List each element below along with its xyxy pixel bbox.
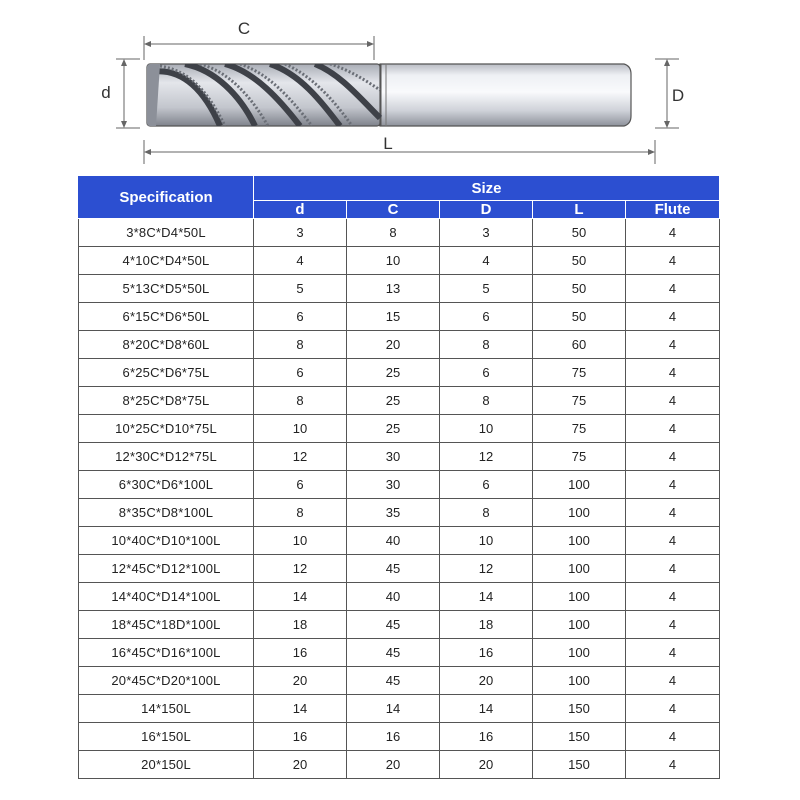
cell-spec: 4*10C*D4*50L — [79, 247, 254, 275]
cell-spec: 12*30C*D12*75L — [79, 443, 254, 471]
cell-l: 75 — [533, 415, 626, 443]
table-row — [79, 303, 720, 331]
cell-flute: 4 — [626, 471, 720, 499]
table-row — [79, 583, 720, 611]
cell-c: 16 — [347, 723, 440, 751]
table-row — [79, 555, 720, 583]
cell-large-d: 8 — [440, 387, 533, 415]
cell-c: 25 — [347, 359, 440, 387]
cell-c: 14 — [347, 695, 440, 723]
table-row — [79, 443, 720, 471]
table-row — [79, 359, 720, 387]
cell-d: 20 — [254, 751, 347, 779]
cell-c: 45 — [347, 555, 440, 583]
cell-large-d: 12 — [440, 555, 533, 583]
table-row — [79, 219, 720, 247]
cell-c: 45 — [347, 639, 440, 667]
table-row — [79, 247, 720, 275]
cell-spec: 3*8C*D4*50L — [79, 219, 254, 247]
cell-large-d: 6 — [440, 471, 533, 499]
cell-l: 100 — [533, 611, 626, 639]
cell-spec: 16*45C*D16*100L — [79, 639, 254, 667]
cell-flute: 4 — [626, 275, 720, 303]
cell-flute: 4 — [626, 639, 720, 667]
cell-c: 20 — [347, 331, 440, 359]
table-row — [79, 471, 720, 499]
header-col-c: C — [347, 201, 440, 219]
cell-l: 150 — [533, 695, 626, 723]
cell-flute: 4 — [626, 695, 720, 723]
cell-spec: 6*30C*D6*100L — [79, 471, 254, 499]
table-row — [79, 667, 720, 695]
cell-d: 6 — [254, 471, 347, 499]
cell-large-d: 10 — [440, 415, 533, 443]
cell-spec: 5*13C*D5*50L — [79, 275, 254, 303]
cell-flute: 4 — [626, 331, 720, 359]
cell-d: 18 — [254, 611, 347, 639]
cell-l: 100 — [533, 639, 626, 667]
cell-c: 30 — [347, 471, 440, 499]
cell-d: 6 — [254, 359, 347, 387]
cell-l: 50 — [533, 303, 626, 331]
cell-l: 150 — [533, 723, 626, 751]
table-row — [79, 611, 720, 639]
header-specification: Specification — [79, 176, 254, 219]
table-row — [79, 275, 720, 303]
cell-c: 8 — [347, 219, 440, 247]
cell-spec: 10*25C*D10*75L — [79, 415, 254, 443]
cell-large-d: 12 — [440, 443, 533, 471]
dimension-label-c: C — [237, 19, 251, 38]
header-col-large-d: D — [440, 201, 533, 219]
cell-large-d: 3 — [440, 219, 533, 247]
cell-large-d: 4 — [440, 247, 533, 275]
cell-d: 10 — [254, 415, 347, 443]
cell-large-d: 16 — [440, 639, 533, 667]
cell-spec: 14*40C*D14*100L — [79, 583, 254, 611]
cell-l: 150 — [533, 751, 626, 779]
cell-flute: 4 — [626, 499, 720, 527]
cell-d: 5 — [254, 275, 347, 303]
table-row — [79, 527, 720, 555]
cell-large-d: 8 — [440, 499, 533, 527]
table-row — [79, 695, 720, 723]
cell-flute: 4 — [626, 555, 720, 583]
cell-large-d: 14 — [440, 583, 533, 611]
cell-spec: 18*45C*18D*100L — [79, 611, 254, 639]
cell-flute: 4 — [626, 219, 720, 247]
table-row — [79, 387, 720, 415]
table-row — [79, 639, 720, 667]
cell-c: 30 — [347, 443, 440, 471]
header-col-flute: Flute — [626, 201, 720, 219]
dimension-l — [144, 140, 655, 164]
cell-flute: 4 — [626, 751, 720, 779]
cell-d: 12 — [254, 555, 347, 583]
cell-spec: 12*45C*D12*100L — [79, 555, 254, 583]
table-row — [79, 415, 720, 443]
cell-d: 12 — [254, 443, 347, 471]
dimension-label-l: L — [383, 134, 393, 153]
cell-l: 60 — [533, 331, 626, 359]
cell-spec: 20*45C*D20*100L — [79, 667, 254, 695]
cell-spec: 14*150L — [79, 695, 254, 723]
end-mill-diagram — [0, 0, 800, 170]
cell-c: 25 — [347, 387, 440, 415]
cell-d: 16 — [254, 639, 347, 667]
specification-table — [78, 175, 720, 779]
cell-l: 100 — [533, 499, 626, 527]
cell-spec: 20*150L — [79, 751, 254, 779]
cell-c: 25 — [347, 415, 440, 443]
cell-c: 20 — [347, 751, 440, 779]
dimension-small-d — [116, 59, 140, 128]
cell-l: 100 — [533, 471, 626, 499]
cell-c: 45 — [347, 667, 440, 695]
cell-l: 75 — [533, 359, 626, 387]
cell-l: 50 — [533, 219, 626, 247]
table-body — [79, 219, 720, 779]
cell-flute: 4 — [626, 303, 720, 331]
cell-flute: 4 — [626, 415, 720, 443]
end-mill-tool — [147, 64, 631, 126]
cell-spec: 8*25C*D8*75L — [79, 387, 254, 415]
cell-large-d: 16 — [440, 723, 533, 751]
cell-flute: 4 — [626, 247, 720, 275]
cell-d: 14 — [254, 695, 347, 723]
cell-d: 14 — [254, 583, 347, 611]
table-row — [79, 331, 720, 359]
cell-l: 100 — [533, 555, 626, 583]
cell-spec: 10*40C*D10*100L — [79, 527, 254, 555]
cell-flute: 4 — [626, 527, 720, 555]
cell-flute: 4 — [626, 387, 720, 415]
cell-d: 8 — [254, 331, 347, 359]
cell-d: 8 — [254, 387, 347, 415]
cell-d: 6 — [254, 303, 347, 331]
header-col-d: d — [254, 201, 347, 219]
cell-spec: 16*150L — [79, 723, 254, 751]
cell-flute: 4 — [626, 723, 720, 751]
cell-l: 100 — [533, 583, 626, 611]
cell-large-d: 10 — [440, 527, 533, 555]
cell-l: 75 — [533, 387, 626, 415]
cell-flute: 4 — [626, 359, 720, 387]
cell-c: 10 — [347, 247, 440, 275]
cell-d: 3 — [254, 219, 347, 247]
cell-d: 16 — [254, 723, 347, 751]
table-row — [79, 499, 720, 527]
dimension-c — [144, 36, 374, 60]
cell-c: 15 — [347, 303, 440, 331]
cell-l: 50 — [533, 275, 626, 303]
cell-large-d: 6 — [440, 359, 533, 387]
cell-c: 13 — [347, 275, 440, 303]
cell-spec: 6*25C*D6*75L — [79, 359, 254, 387]
header-col-l: L — [533, 201, 626, 219]
header-size: Size — [254, 176, 720, 201]
cell-large-d: 20 — [440, 667, 533, 695]
header-row-top — [79, 176, 720, 201]
cell-flute: 4 — [626, 611, 720, 639]
cell-c: 45 — [347, 611, 440, 639]
cell-large-d: 20 — [440, 751, 533, 779]
table-row — [79, 723, 720, 751]
cell-d: 20 — [254, 667, 347, 695]
cell-large-d: 8 — [440, 331, 533, 359]
cell-large-d: 5 — [440, 275, 533, 303]
cell-d: 4 — [254, 247, 347, 275]
cell-spec: 8*20C*D8*60L — [79, 331, 254, 359]
cell-d: 8 — [254, 499, 347, 527]
cell-large-d: 6 — [440, 303, 533, 331]
cell-flute: 4 — [626, 583, 720, 611]
dimension-label-large-d: D — [671, 86, 685, 105]
cell-l: 100 — [533, 667, 626, 695]
cell-flute: 4 — [626, 667, 720, 695]
cell-spec: 8*35C*D8*100L — [79, 499, 254, 527]
cell-l: 100 — [533, 527, 626, 555]
dimension-label-small-d: d — [101, 83, 111, 102]
cell-l: 75 — [533, 443, 626, 471]
cell-l: 50 — [533, 247, 626, 275]
cell-flute: 4 — [626, 443, 720, 471]
cell-c: 35 — [347, 499, 440, 527]
table-row — [79, 751, 720, 779]
cell-spec: 6*15C*D6*50L — [79, 303, 254, 331]
cell-c: 40 — [347, 583, 440, 611]
cell-d: 10 — [254, 527, 347, 555]
cell-large-d: 14 — [440, 695, 533, 723]
cell-large-d: 18 — [440, 611, 533, 639]
cell-c: 40 — [347, 527, 440, 555]
